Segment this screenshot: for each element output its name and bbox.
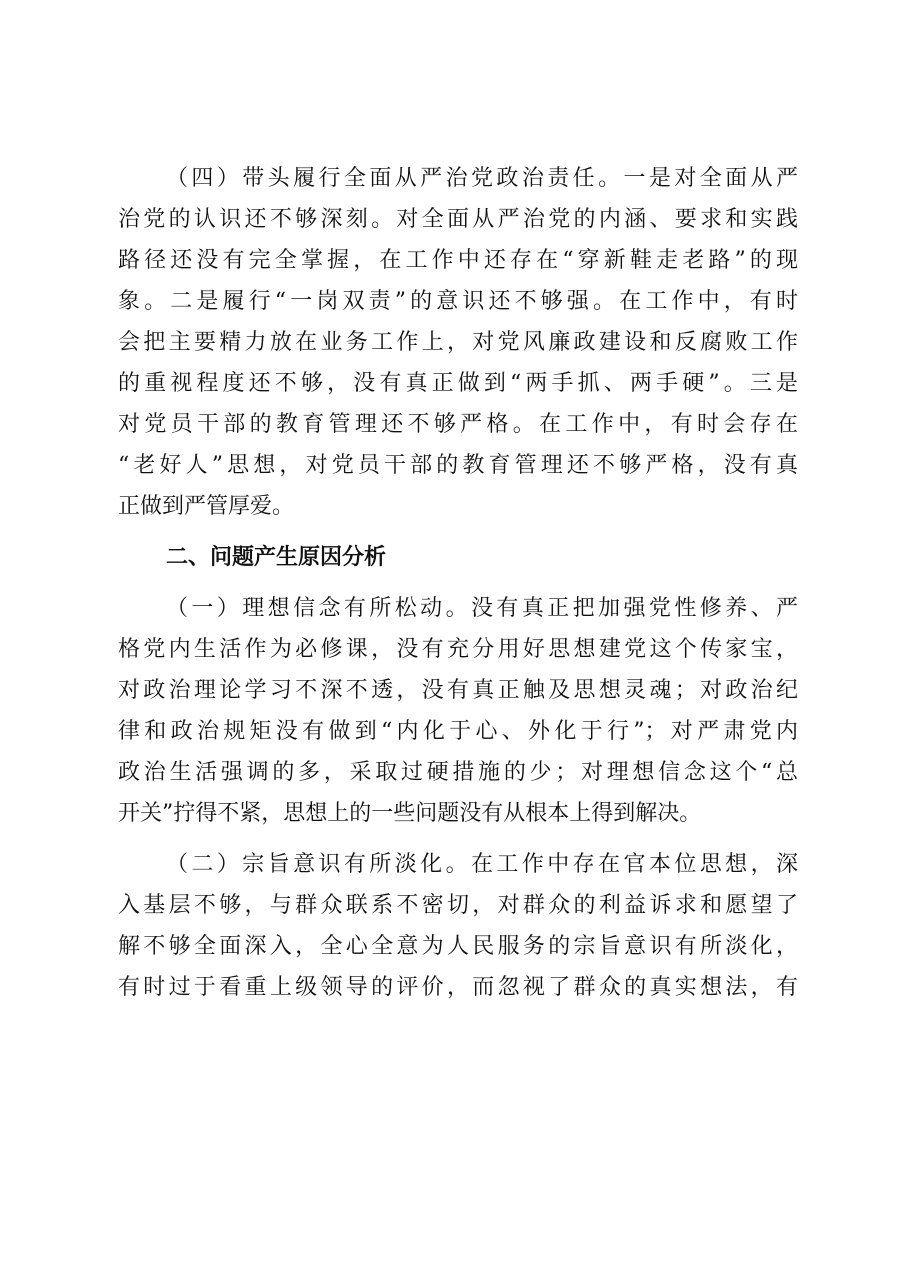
paragraph-spacer (118, 578, 798, 588)
text-line: 路径还没有完全掌握，在工作中还存在“穿新鞋走老路”的现 (118, 248, 798, 273)
paragraph-cause-1 (118, 588, 798, 834)
section-heading: 二、问题产生原因分析 (166, 545, 387, 570)
document-body (118, 158, 798, 1008)
text-line: 象。二是履行“一岗双责”的意识还不够强。在工作中，有时 (118, 289, 798, 314)
paragraph-section-4 (118, 158, 798, 527)
text-line: 有时过于看重上级领导的评价，而忽视了群众的真实想法，有 (118, 975, 798, 1000)
text-line: 入基层不够，与群众联系不密切，对群众的利益诉求和愿望了 (118, 893, 798, 918)
text-line: （二）宗旨意识有所淡化。在工作中存在官本位思想，深 (166, 852, 798, 877)
paragraph-spacer (118, 527, 798, 537)
text-line: 开关”拧得不紧，思想上的一些问题没有从根本上得到解决。 (118, 801, 702, 826)
text-line: 对政治理论学习不深不透，没有真正触及思想灵魂；对政治纪 (118, 678, 798, 703)
text-line: 政治生活强调的多，采取过硬措施的少；对理想信念这个“总 (118, 760, 798, 785)
text-line: 会把主要精力放在业务工作上，对党风廉政建设和反腐败工作 (118, 330, 798, 355)
text-line: （一）理想信念有所松动。没有真正把加强党性修养、严 (166, 596, 798, 621)
text-line: （四）带头履行全面从严治党政治责任。一是对全面从严 (166, 166, 798, 191)
paragraph-cause-2 (118, 844, 798, 1008)
text-line: 解不够全面深入，全心全意为人民服务的宗旨意识有所淡化， (118, 934, 798, 959)
text-line: 格党内生活作为必修课，没有充分用好思想建党这个传家宝， (118, 637, 798, 662)
text-line: 对党员干部的教育管理还不够严格。在工作中，有时会存在 (118, 412, 798, 437)
text-line: “老好人”思想，对党员干部的教育管理还不够严格，没有真 (118, 453, 798, 478)
text-line: 正做到严管厚爱。 (118, 494, 295, 519)
text-line: 的重视程度还不够，没有真正做到“两手抓、两手硬”。三是 (118, 371, 798, 396)
text-line: 治党的认识还不够深刻。对全面从严治党的内涵、要求和实践 (118, 207, 798, 232)
text-line: 律和政治规矩没有做到“内化于心、外化于行”；对严肃党内 (118, 719, 798, 744)
paragraph-spacer (118, 834, 798, 844)
